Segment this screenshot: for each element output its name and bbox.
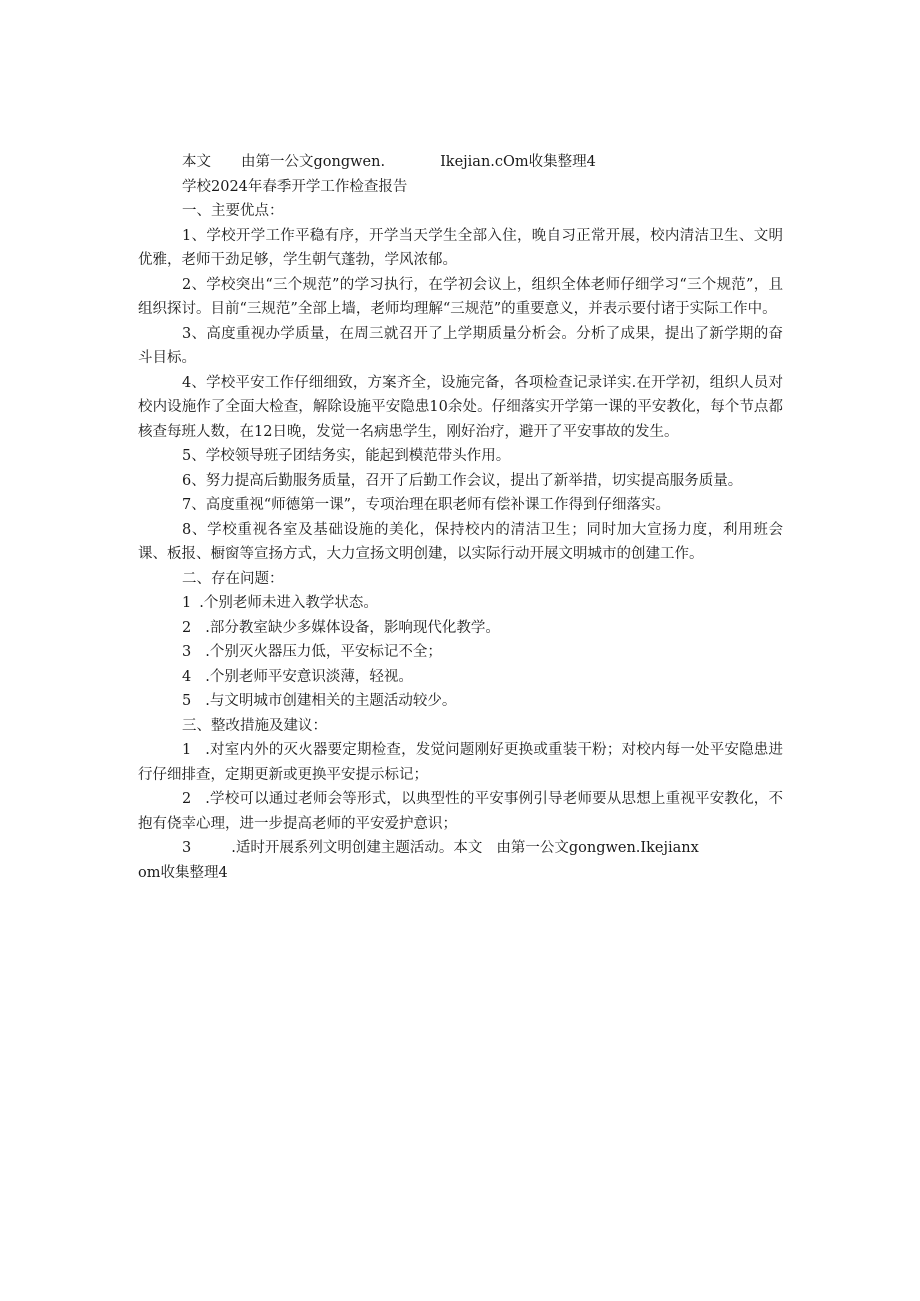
section3-item-1 [138,738,783,787]
item-text: .个别老师未进入教学状态。 [199,595,378,611]
header-part-c: Ikejian.cOm收集整理4 [440,154,596,170]
section3-item-2 [138,787,783,836]
section2-item-4 [138,665,783,690]
section3-item-3 [138,836,783,861]
section1-item-5: 5、学校领导班子团结务实，能起到模范带头作用。 [182,448,511,464]
section1-item-4: 4、学校平安工作仔细细致，方案齐全，设施完备，各项检查记录详实.在开学初，组织人员对校内设施作了全面大检查，解除设施平安隐患10余处。仔细落实开学第一课的平安教化，每个节点都核查每班人数，在12日晚，发觉一名病患学生，刚好治疗，避开了平安事故的发生。 [138,374,783,440]
item-number: 5 [182,693,192,709]
item-text: .对室内外的灭火器要定期检查，发觉问题刚好更换或重装干粉；对校内每一处平安隐患进行仔细排查，定期更新或更换平安提示标记； [138,742,783,783]
header-part-b: 由第一公文gongwen. [241,154,386,170]
item-text: .适时开展系列文明创建主题活动。本文 [231,840,483,856]
item-number: 4 [182,668,192,685]
section3-heading: 三、整改措施及建议： [182,717,327,734]
header-part-a: 本文 [182,154,211,170]
item-number: 2 [182,791,192,807]
item-text: .个别老师平安意识淡薄，轻视。 [205,668,413,685]
footer-source-b: 由第一公文gongwen.Ikejianx [496,840,699,856]
item-number: 3 [182,644,192,660]
section1-heading: 一、主要优点： [182,203,284,219]
document-body [138,150,783,885]
section2-item-3 [138,640,783,665]
section2-item-1 [138,591,783,616]
section1-item-2: 2、学校突出“三个规范”的学习执行，在学初会议上，组织全体老师仔细学习“三个规范”，且组织探讨。目前“三规范”全部上墙，老师均理解“三规范”的重要意义，并表示要付诸于实际工作中。 [138,276,783,317]
section2-item-2 [138,616,783,641]
section2-item-5 [138,689,783,714]
item-number: 3 [182,840,192,856]
section1-item-1: 1、学校开学工作平稳有序，开学当天学生全部入住，晚自习正常开展，校内清洁卫生、文明优雅，老师干劲足够，学生朝气蓬勃，学风浓郁。 [138,227,783,268]
section1-item-7: 7、高度重视“师德第一课”，专项治理在职老师有偿补课工作得到仔细落实。 [182,497,671,513]
item-text: .个别灭火器压力低，平安标记不全； [205,644,442,660]
item-text: .部分教室缺少多媒体设备，影响现代化教学。 [205,619,500,636]
document-title: 学校2024年春季开学工作检查报告 [182,178,408,195]
section1-item-3: 3、高度重视办学质量，在周三就召开了上学期质量分析会。分析了成果，提出了新学期的奋斗目标。 [138,325,783,366]
section2-heading: 二、存在问题： [182,570,284,587]
item-number: 1 [182,742,192,758]
source-header [138,150,783,175]
item-text: .与文明城市创建相关的主题活动较少。 [205,693,457,709]
item-number: 1 [182,595,192,611]
section1-item-8: 8、学校重视各室及基础设施的美化，保持校内的清洁卫生；同时加大宣扬力度，利用班会课、板报、橱窗等宣扬方式，大力宣扬文明创建，以实际行动开展文明城市的创建工作。 [138,521,783,562]
item-text: .学校可以通过老师会等形式，以典型性的平安事例引导老师要从思想上重视平安教化，不抱有侥幸心理，进一步提高老师的平安爱护意识； [138,791,783,832]
footer-source-c: om收集整理4 [138,864,228,881]
item-number: 2 [182,619,192,636]
section1-item-6: 6、努力提高后勤服务质量，召开了后勤工作会议，提出了新举措，切实提高服务质量。 [182,472,743,489]
